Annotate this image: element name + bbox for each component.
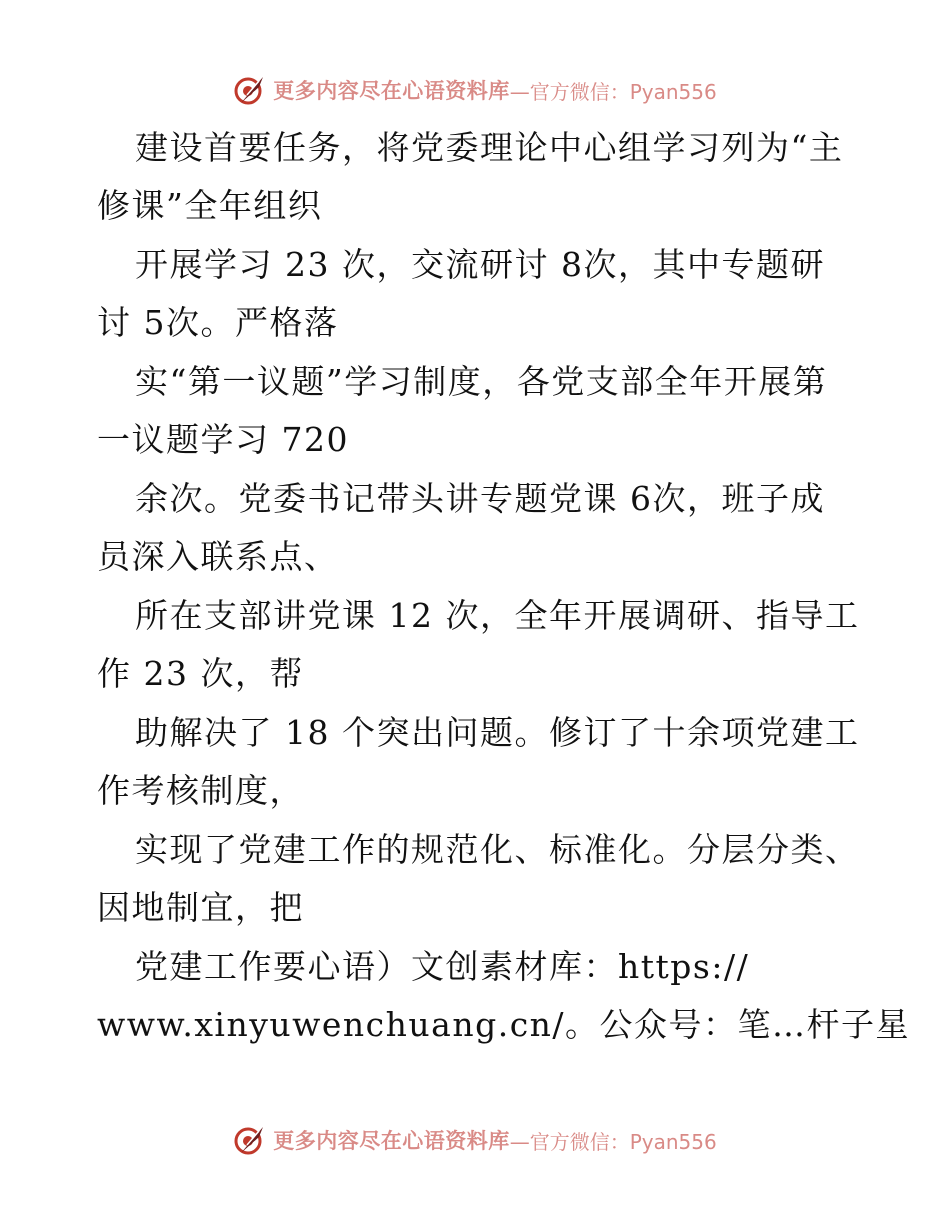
footer-watermark [0,1120,950,1160]
body-line: www.xinyuwenchuang.cn/。公众号：笔…杆子星 [97,1005,911,1044]
body-line: 讨 5次。严格落 [97,303,339,342]
body-line: 作 23 次，帮 [97,654,304,693]
watermark-sub-text: —官方微信：Pyan556 [509,79,717,104]
body-line: 一议题学习 720 [97,420,349,459]
body-line: 作考核制度， [97,771,304,810]
body-line: 助解决了 18 个突出问题。修订了十余项党建工 [135,713,860,752]
body-line: 实现了党建工作的规范化、标准化。分层分类、 [135,830,860,869]
quill-logo-icon [233,1123,267,1157]
body-line: 实“第一议题”学习制度，各党支部全年开展第 [135,362,828,401]
body-line: 开展学习 23 次，交流研讨 8次，其中专题研 [135,245,825,284]
watermark-main-text: 更多内容尽在心语资料库 [273,79,510,103]
quill-logo-icon [233,73,267,107]
watermark-main-text: 更多内容尽在心语资料库 [273,1129,510,1153]
body-line: 所在支部讲党课 12 次，全年开展调研、指导工 [135,596,860,635]
body-line: 修课”全年组织 [97,186,323,225]
body-line: 员深入联系点、 [97,537,339,576]
watermark-sub-text: —官方微信：Pyan556 [509,1129,717,1154]
body-line: 党建工作要心语）文创素材库：https:// [135,947,750,986]
header-watermark [0,70,950,110]
body-line: 余次。党委书记带头讲专题党课 6次，班子成 [135,479,825,518]
body-line: 因地制宜，把 [97,888,304,927]
body-line: 建设首要任务，将党委理论中心组学习列为“主 [135,128,844,167]
